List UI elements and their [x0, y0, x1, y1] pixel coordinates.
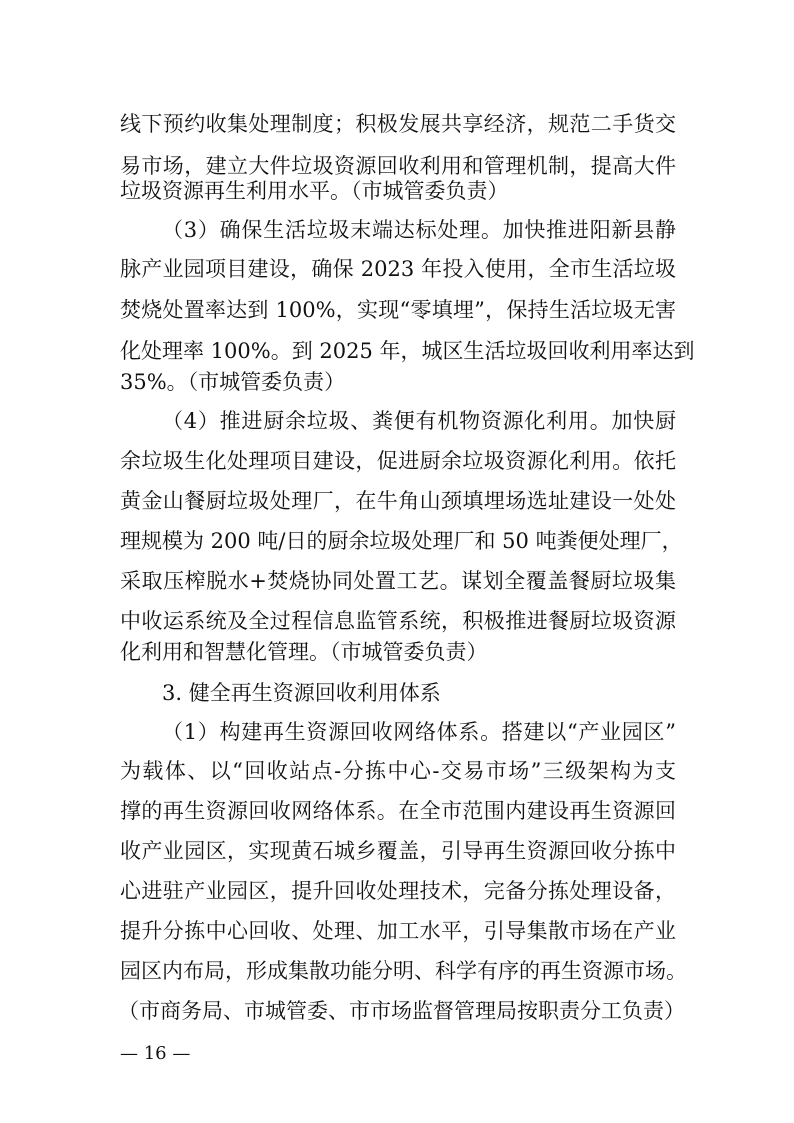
paragraph-line: （3）确保生活垃圾末端达标处理。加快推进阳新县静: [162, 218, 676, 242]
paragraph-line: 化处理率 100%。到 2025 年，城区生活垃圾回收利用率达到: [120, 339, 695, 363]
paragraph-line: 撑的再生资源回收网络体系。在全市范围内建设再生资源回: [120, 799, 676, 823]
paragraph-line: 线下预约收集处理制度；积极发展共享经济，规范二手货交: [120, 112, 676, 136]
paragraph-line: 易市场，建立大件垃圾资源回收利用和管理机制，提高大件: [120, 154, 676, 178]
paragraph-line: 理规模为 200 吨/日的厨余垃圾处理厂和 50 吨粪便处理厂，: [120, 529, 683, 553]
section-heading: 3. 健全再生资源回收利用体系: [162, 681, 441, 705]
paragraph-line: 采取压榨脱水+焚烧协同处置工艺。谋划全覆盖餐厨垃圾集: [120, 569, 676, 593]
paragraph-line: 余垃圾生化处理项目建设，促进厨余垃圾资源化利用。依托: [120, 449, 676, 473]
paragraph-line: （市商务局、市城管委、市市场监督管理局按职责分工负责）: [118, 999, 685, 1023]
paragraph-line: 收产业园区，实现黄石城乡覆盖，引导再生资源回收分拣中: [120, 839, 676, 863]
paragraph-line: （1）构建再生资源回收网络体系。搭建以“产业园区”: [162, 720, 676, 744]
paragraph-line: 提升分拣中心回收、处理、加工水平，引导集散市场在产业: [120, 919, 676, 943]
paragraph-line: 园区内布局，形成集散功能分明、科学有序的再生资源市场。: [120, 959, 687, 983]
paragraph-line: 黄金山餐厨垃圾处理厂，在牛角山颈填埋场选址建设一处处: [120, 489, 676, 513]
paragraph-line: 化利用和智慧化管理。（市城管委负责）: [120, 640, 488, 664]
paragraph-line: 心进驻产业园区，提升回收处理技术，完备分拣处理设备，: [120, 879, 676, 903]
paragraph-line: 中收运系统及全过程信息监管系统，积极推进餐厨垃圾资源: [120, 609, 676, 633]
paragraph-line: 脉产业园项目建设，确保 2023 年投入使用，全市生活垃圾: [120, 257, 676, 281]
paragraph-line: 焚烧处置率达到 100%，实现“零填埋”，保持生活垃圾无害: [120, 298, 676, 322]
paragraph-line: 为载体、以“回收站点-分拣中心-交易市场”三级架构为支: [120, 759, 676, 783]
page-number: — 16 —: [120, 1043, 191, 1064]
paragraph-line: （4）推进厨余垃圾、粪便有机物资源化利用。加快厨: [162, 409, 676, 433]
paragraph-line: 35%。（市城管委负责）: [120, 370, 346, 394]
paragraph-line: 垃圾资源再生利用水平。（市城管委负责）: [120, 179, 509, 203]
